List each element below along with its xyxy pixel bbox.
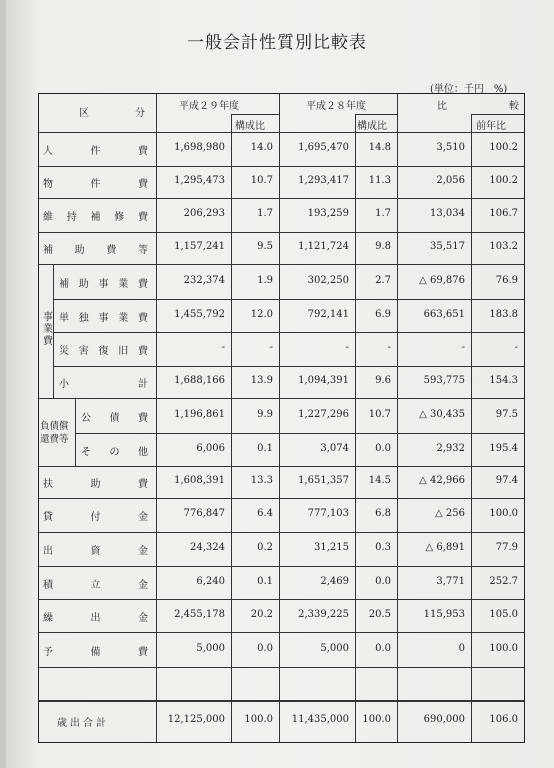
value-h29: 1,688,166 <box>174 375 225 386</box>
value-h28: 1,227,296 <box>298 408 349 420</box>
value-h29: 1,608,391 <box>174 475 225 486</box>
value-h29: 2,455,178 <box>174 608 225 620</box>
value-h28: 1,094,391 <box>298 375 349 386</box>
yoy-ratio: 106.0 <box>489 714 518 725</box>
value-h28: 2,469 <box>320 575 349 587</box>
row-label: 災 害 復 旧 費 <box>59 346 148 357</box>
row-separator <box>53 332 524 333</box>
value-h28: 1,293,417 <box>298 175 349 186</box>
row-label: 補 助 費 等 <box>43 245 148 256</box>
value-h28: 302,250 <box>307 274 349 286</box>
ratio-h28: 14.8 <box>368 142 391 153</box>
row-separator <box>39 667 524 668</box>
group-label-jigyohi: 事業費 <box>43 312 53 347</box>
grid-hline <box>231 114 279 115</box>
diff-value: 593,775 <box>423 375 465 386</box>
ratio-h28: 9.8 <box>375 241 391 252</box>
diff-value: 115,953 <box>423 608 465 620</box>
header-kubun: 区 分 <box>79 108 163 119</box>
diff-value: - <box>461 342 465 353</box>
value-h28: 792,141 <box>307 308 349 320</box>
ratio-h28: 14.5 <box>368 475 391 486</box>
grid-vline <box>156 94 157 742</box>
row-separator <box>39 264 524 265</box>
ratio-h28: 6.8 <box>375 508 391 519</box>
yoy-ratio: 195.4 <box>489 442 518 454</box>
ratio-h29: 0.1 <box>257 575 273 587</box>
ratio-h29: 13.3 <box>250 475 273 486</box>
row-separator <box>39 198 524 199</box>
diff-value: 35,517 <box>430 241 465 252</box>
grid-hline <box>471 114 524 115</box>
ratio-h28: 2.7 <box>375 274 391 286</box>
value-h29: 24,324 <box>190 542 225 553</box>
row-label: 出 資 金 <box>43 546 148 557</box>
header-h28: 平成２８年度 <box>306 101 366 112</box>
row-label: 公 債 費 <box>81 412 148 424</box>
grid-vline <box>471 114 472 742</box>
diff-value: 3,771 <box>436 575 465 587</box>
ratio-h29: 0.1 <box>257 442 273 454</box>
grid-vline <box>355 114 356 742</box>
ratio-h29: 10.7 <box>250 175 273 186</box>
diff-value: △ 69,876 <box>419 274 465 286</box>
header-hikaku: 比 較 <box>437 101 545 112</box>
row-label: 補 助 事 業 費 <box>59 278 148 290</box>
ratio-h28: 9.6 <box>375 375 391 386</box>
value-h28: 1,695,470 <box>298 142 349 153</box>
value-h29: 12,125,000 <box>167 714 225 725</box>
ratio-h28: 0.3 <box>375 542 391 553</box>
header-h29: 平成２９年度 <box>179 101 239 112</box>
ratio-h29: 0.0 <box>257 642 273 654</box>
value-h29: 6,006 <box>196 442 225 454</box>
grid-vline <box>279 94 280 742</box>
diff-value: △ 256 <box>435 508 465 519</box>
row-separator <box>39 599 524 600</box>
row-separator <box>39 566 524 567</box>
ratio-h29: 9.5 <box>257 241 273 252</box>
group-divider-fusai <box>75 398 76 466</box>
row-label: 貸 付 金 <box>43 512 148 523</box>
value-h28: 777,103 <box>307 508 349 519</box>
ratio-h28: 0.0 <box>375 575 391 587</box>
ratio-h28: 1.7 <box>375 208 391 219</box>
grid-vline <box>231 114 232 742</box>
unit-note: (単位：千円 %) <box>430 84 508 95</box>
row-separator <box>39 398 524 399</box>
yoy-ratio: 100.2 <box>489 142 518 153</box>
yoy-ratio: 76.9 <box>495 274 518 286</box>
row-label: 単 独 事 業 費 <box>59 312 148 324</box>
ratio-h28: 100.0 <box>362 714 391 725</box>
yoy-ratio: 77.9 <box>495 542 518 553</box>
value-h28: - <box>345 342 349 353</box>
yoy-ratio: 252.7 <box>489 575 518 587</box>
row-label: 維 持 補 修 費 <box>43 212 148 223</box>
ratio-h28: 20.5 <box>368 608 391 620</box>
row-label: そ の 他 <box>81 446 148 458</box>
ratio-h29: 12.0 <box>250 308 273 320</box>
value-h28: 31,215 <box>314 542 349 553</box>
diff-value: △ 30,435 <box>419 408 465 420</box>
ratio-h28: 11.3 <box>368 175 391 186</box>
yoy-ratio: 100.0 <box>489 508 518 519</box>
value-h29: 6,240 <box>196 575 225 587</box>
row-label: 繰 出 金 <box>43 612 148 624</box>
ratio-h29: 9.9 <box>257 408 273 420</box>
value-h29: 1,698,980 <box>174 142 225 153</box>
ratio-h28: - <box>387 342 391 353</box>
header-kouseihi-29: 構成比 <box>235 121 265 132</box>
value-h28: 2,339,225 <box>298 608 349 620</box>
row-separator <box>39 166 524 167</box>
yoy-ratio: - <box>514 342 518 353</box>
ratio-h29: 6.4 <box>257 508 273 519</box>
value-h29: 1,295,473 <box>174 175 225 186</box>
value-h29: 776,847 <box>183 508 225 519</box>
row-separator <box>75 433 524 434</box>
value-h28: 5,000 <box>320 642 349 654</box>
row-separator <box>53 299 524 300</box>
row-label: 扶 助 費 <box>43 479 148 490</box>
diff-value: 13,034 <box>430 208 465 219</box>
diff-value: 663,651 <box>423 308 465 320</box>
value-h28: 11,435,000 <box>291 714 349 725</box>
row-separator <box>53 366 524 367</box>
ratio-h29: - <box>269 342 273 353</box>
ratio-h29: 0.2 <box>257 542 273 553</box>
value-h29: 232,374 <box>183 274 225 286</box>
diff-value: 2,056 <box>436 175 465 186</box>
value-h29: 5,000 <box>196 642 225 654</box>
value-h28: 1,121,724 <box>298 241 349 252</box>
ratio-h28: 0.0 <box>375 442 391 454</box>
grid-vline <box>397 94 398 742</box>
ratio-h29: 100.0 <box>244 714 273 725</box>
row-separator <box>39 532 524 533</box>
row-label: 人 件 費 <box>43 146 148 157</box>
value-h29: 1,157,241 <box>174 241 225 252</box>
yoy-ratio: 103.2 <box>489 241 518 252</box>
yoy-ratio: 97.5 <box>495 408 518 420</box>
row-label: 物 件 費 <box>43 179 148 190</box>
row-separator <box>39 632 524 633</box>
value-h29: 1,455,792 <box>174 308 225 320</box>
diff-value: △ 6,891 <box>425 542 465 553</box>
group-divider-jigyohi <box>53 264 54 398</box>
ratio-h28: 10.7 <box>368 408 391 420</box>
row-label: 積 立 金 <box>43 579 148 591</box>
yoy-ratio: 100.2 <box>489 175 518 186</box>
value-h28: 3,074 <box>320 442 349 454</box>
value-h29: 1,196,861 <box>174 408 225 420</box>
diff-value: 3,510 <box>436 142 465 153</box>
row-label: 小 計 <box>59 379 148 390</box>
ratio-h29: 13.9 <box>250 375 273 386</box>
yoy-ratio: 106.7 <box>489 208 518 219</box>
group-label-fusai: 負債償還費等 <box>40 421 69 445</box>
total-separator <box>39 701 524 702</box>
yoy-ratio: 183.8 <box>489 308 518 320</box>
comparison-table <box>38 93 545 743</box>
row-separator <box>39 232 524 233</box>
ratio-h29: 1.9 <box>257 274 273 286</box>
diff-value: 690,000 <box>423 714 465 725</box>
header-zennen: 前年比 <box>476 121 506 132</box>
grid-hline <box>355 114 397 115</box>
header-kouseihi-28: 構成比 <box>357 121 387 132</box>
value-h29: - <box>221 342 225 353</box>
page-title: 一般会計性質別比較表 <box>187 33 367 53</box>
row-label: 予 備 費 <box>43 646 148 658</box>
value-h29: 206,293 <box>183 208 225 219</box>
row-label: 歳出合計 <box>57 718 109 729</box>
ratio-h29: 14.0 <box>250 142 273 153</box>
yoy-ratio: 105.0 <box>489 608 518 620</box>
yoy-ratio: 100.0 <box>489 642 518 654</box>
value-h28: 193,259 <box>307 208 349 219</box>
ratio-h28: 0.0 <box>375 642 391 654</box>
ratio-h29: 20.2 <box>250 608 273 620</box>
diff-value: △ 42,966 <box>419 475 465 486</box>
diff-value: 0 <box>458 642 465 654</box>
ratio-h29: 1.7 <box>257 208 273 219</box>
grid-hline <box>39 132 524 133</box>
diff-value: 2,932 <box>436 442 465 454</box>
yoy-ratio: 97.4 <box>495 475 518 486</box>
row-separator <box>39 466 524 467</box>
row-separator <box>39 498 524 499</box>
yoy-ratio: 154.3 <box>489 375 518 386</box>
ratio-h28: 6.9 <box>375 308 391 320</box>
value-h28: 1,651,357 <box>298 475 349 486</box>
